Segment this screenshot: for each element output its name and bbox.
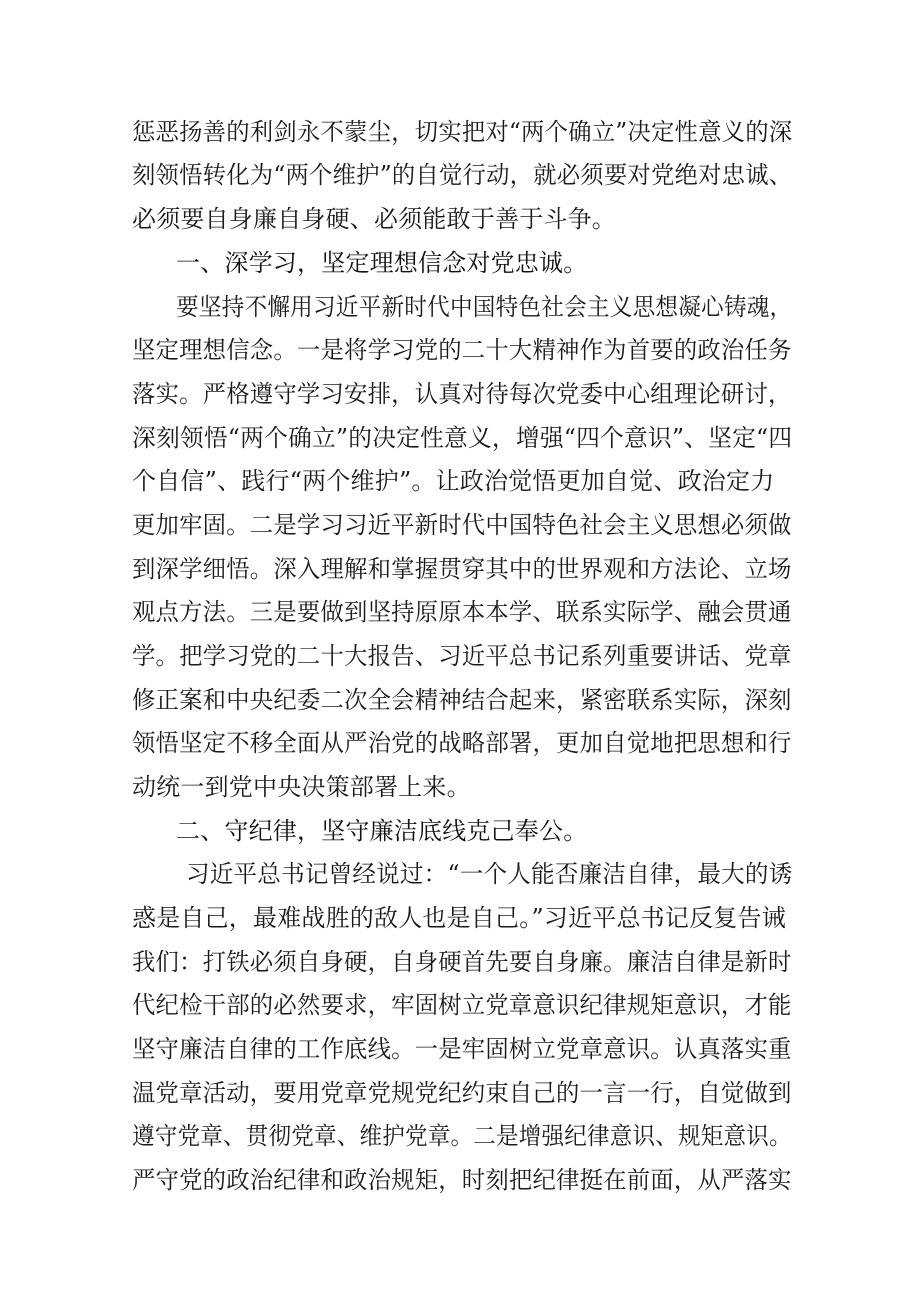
body-text-line: 温党章活动，要用党章党规党纪约束自己的一言一行，自觉做到 — [132, 1079, 792, 1107]
body-text-line: 领悟坚定不移全面从严治党的战略部署，更加自觉地把思想和行 — [132, 729, 792, 757]
body-text-line: 坚守廉洁自律的工作底线。一是牢固树立党章意识。认真落实重 — [132, 1035, 792, 1063]
body-text-line: 惑是自己，最难战胜的敌人也是自己。”习近平总书记反复告诫 — [132, 904, 786, 932]
body-text-line: 代纪检干部的必然要求，牢固树立党章意识纪律规矩意识，才能 — [132, 991, 792, 1019]
body-text-line: 观点方法。三是要做到坚持原原本本学、联系实际学、融会贯通 — [132, 598, 792, 626]
body-text-line: 惩恶扬善的利剑永不蒙尘，切实把对“两个确立”决定性意义的深 — [132, 118, 793, 146]
body-text-line: 学。把学习党的二十大报告、习近平总书记系列重要讲话、党章 — [132, 642, 792, 670]
body-text-line: 个自信”、践行“两个维护”。让政治觉悟更加自觉、政治定力 — [132, 467, 775, 495]
body-text-line: 深刻领悟“两个确立”的决定性意义，增强“四个意识”、坚定“四 — [132, 424, 793, 452]
body-text-line: 修正案和中央纪委二次全会精神结合起来，紧密联系实际，深刻 — [132, 686, 792, 714]
body-text-line: 刻领悟转化为“两个维护”的自觉行动，就必须要对党绝对忠诚、 — [132, 161, 793, 189]
section-heading-1: 一、深学习，坚定理想信念对党忠诚。 — [176, 249, 588, 277]
body-text-line: 我们：打铁必须自身硬，自身硬首先要自身廉。廉洁自律是新时 — [132, 948, 792, 976]
body-text-line: 到深学细悟。深入理解和掌握贯穿其中的世界观和方法论、立场 — [132, 555, 792, 583]
body-text-line: 更加牢固。二是学习习近平新时代中国特色社会主义思想必须做 — [132, 511, 792, 539]
body-text-line: 动统一到党中央决策部署上来。 — [132, 773, 471, 801]
body-text-line: 落实。严格遵守学习安排，认真对待每次党委中心组理论研讨， — [132, 380, 792, 408]
section-heading-2: 二、守纪律，坚守廉洁底线克己奉公。 — [176, 817, 588, 845]
body-text-line: 必须要自身廉自身硬、必须能敢于善于斗争。 — [132, 205, 616, 233]
body-text-line: 习近平总书记曾经说过：“一个人能否廉洁自律，最大的诱 — [186, 860, 793, 888]
body-text-line: 坚定理想信念。一是将学习党的二十大精神作为首要的政治任务 — [132, 336, 792, 364]
body-text-line: 遵守党章、贯彻党章、维护党章。二是增强纪律意识、规矩意识。 — [132, 1122, 792, 1150]
body-text-line: 要坚持不懈用习近平新时代中国特色社会主义思想凝心铸魂， — [176, 293, 793, 321]
body-text-line: 严守党的政治纪律和政治规矩，时刻把纪律挺在前面，从严落实 — [132, 1166, 792, 1194]
